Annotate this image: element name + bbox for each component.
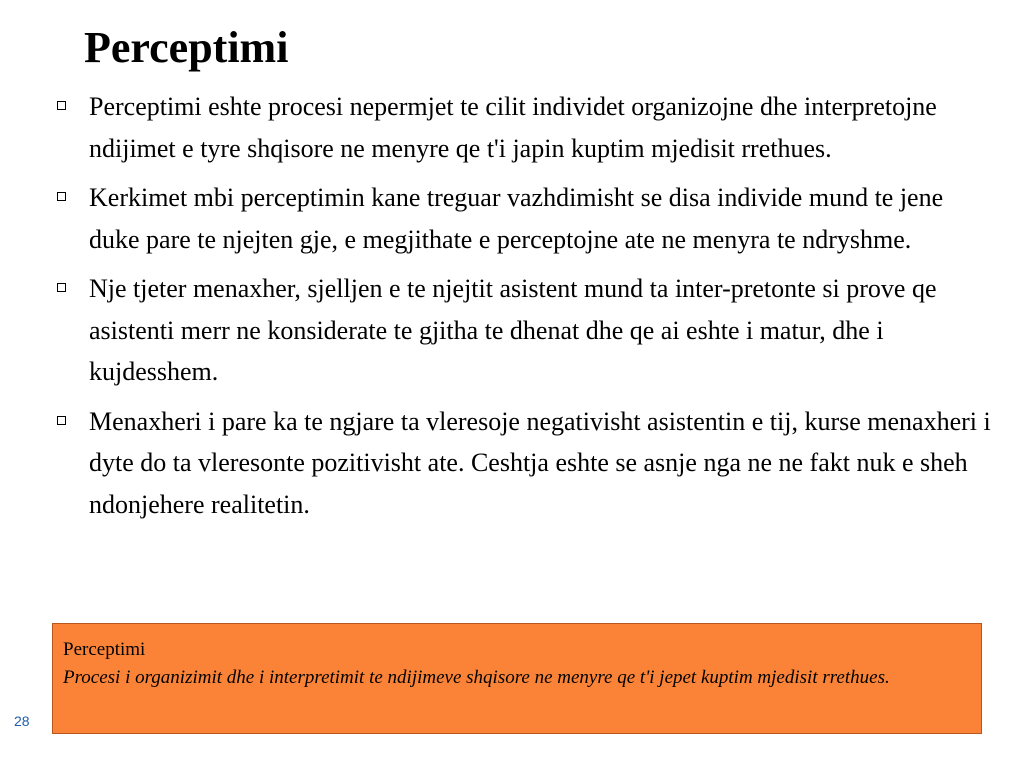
hollow-square-bullet-icon [57,416,66,425]
definition-text: Procesi i organizimit dhe i interpretimit te ndijimeve shqisore ne menyre qe t'i jepet kuptim mjedisit rrethues. [63,667,890,688]
bullet-text: Nje tjeter menaxher, sjelljen e te njejtit asistent mund ta inter-pretonte si prove qe asistenti merr ne konsiderate te gjitha te dhenat dhe qe ai eshte i matur, dhe i kujdesshem. [89,274,937,386]
definition-term: Perceptimi [63,639,146,660]
slide-title: Perceptimi [84,23,289,72]
hollow-square-bullet-icon [57,283,66,292]
bullet-text: Menaxheri i pare ka te ngjare ta vleresoje negativisht asistentin e tij, kurse menaxheri i dyte do ta vleresonte pozitivisht ate. Ceshtja eshte se asnje nga ne ne fakt nuk e sheh ndonjehere realitetin. [89,406,991,519]
bullet-item [55,401,1000,526]
bullet-item [55,177,1000,260]
definition-box [52,623,982,734]
bullet-text: Perceptimi eshte procesi nepermjet te cilit individet organizojne dhe interpretojne ndijimet e tyre shqisore ne menyre qe t'i japin kuptim mjedisit rrethues. [89,92,937,163]
hollow-square-bullet-icon [57,192,66,201]
bullet-item [55,86,1000,169]
slide-number: 28 [14,713,30,729]
bullet-text: Kerkimet mbi perceptimin kane treguar vazhdimisht se disa individe mund te jene duke pare te njejten gje, e megjithate e perceptojne ate ne menyra te ndryshme. [89,183,944,254]
bullet-list [55,86,1000,533]
bullet-item [55,268,1000,393]
hollow-square-bullet-icon [57,101,66,110]
